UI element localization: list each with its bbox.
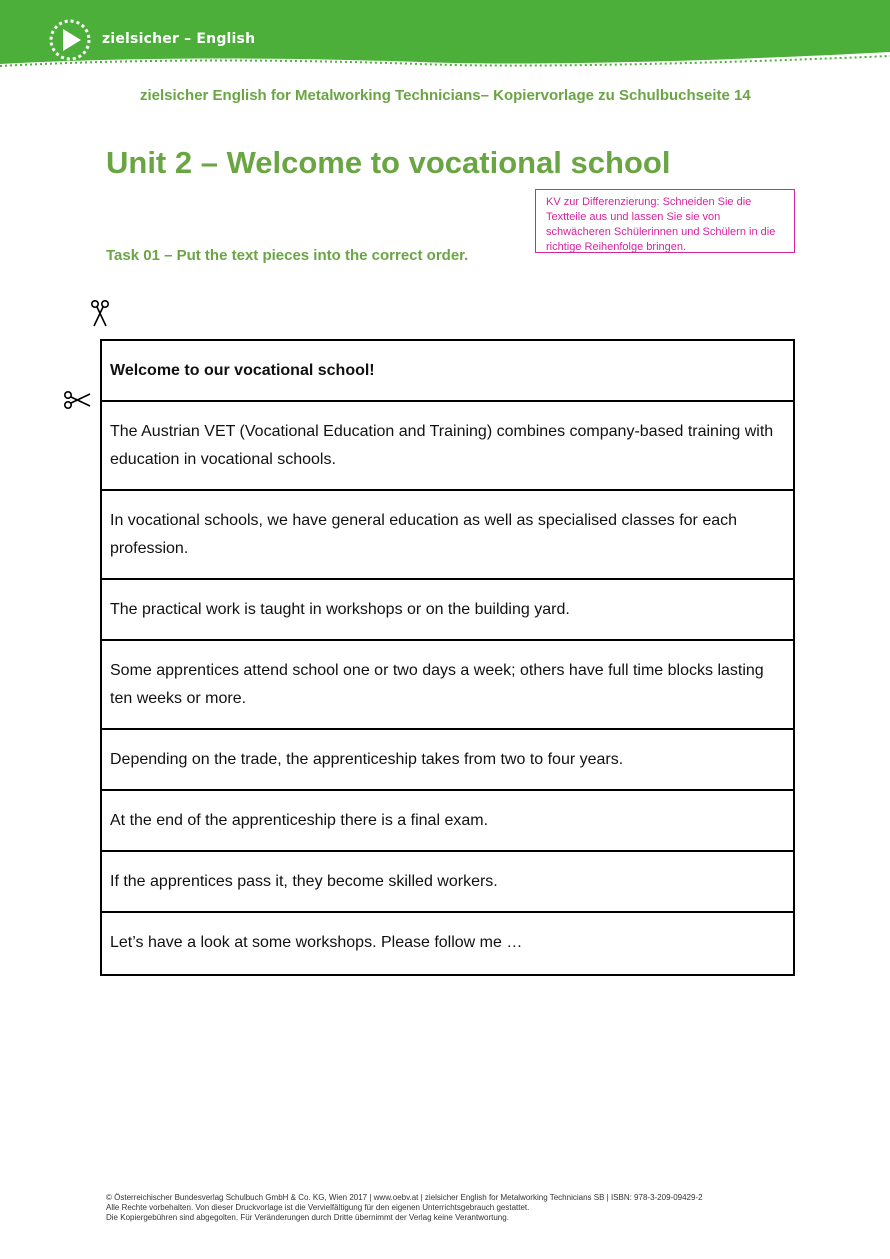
text-strip: Welcome to our vocational school! xyxy=(102,341,793,402)
text-strip: In vocational schools, we have general education as well as specialised classes for each profession. xyxy=(102,491,793,580)
page-subtitle: zielsicher English for Metalworking Technicians– Kopiervorlage zu Schulbuchseite 14 xyxy=(140,87,751,104)
text-strip: Some apprentices attend school one or two days a week; others have full time blocks lasting ten weeks or more. xyxy=(102,641,793,730)
text-strip: The Austrian VET (Vocational Education and Training) combines company-based training with education in vocational schools. xyxy=(102,402,793,491)
scissors-icon xyxy=(90,299,110,327)
scissors-icon xyxy=(63,390,91,410)
text-strip: Depending on the trade, the apprenticeship takes from two to four years. xyxy=(102,730,793,791)
page-title: Unit 2 – Welcome to vocational school xyxy=(106,145,671,180)
text-strip: At the end of the apprenticeship there is a final exam. xyxy=(102,791,793,852)
text-strip: If the apprentices pass it, they become skilled workers. xyxy=(102,852,793,913)
footer-line: Alle Rechte vorbehalten. Von dieser Druckvorlage ist die Vervielfältigung für den eigenen Unterrichtsgebrauch gestattet. xyxy=(106,1203,530,1212)
copyright-footer xyxy=(106,1193,826,1223)
footer-line: Die Kopiergebühren sind abgegolten. Für Veränderungen durch Dritte übernimmt der Verlag keine Verantwortung. xyxy=(106,1213,509,1222)
text-strip: Let’s have a look at some workshops. Please follow me … xyxy=(110,934,523,951)
text-strip: The practical work is taught in workshops or on the building yard. xyxy=(102,580,793,641)
task-instruction: Task 01 – Put the text pieces into the correct order. xyxy=(106,247,469,264)
footer-line: © Österreichischer Bundesverlag Schulbuch GmbH & Co. KG, Wien 2017 | www.oebv.at | zielsicher English for Metalworking Technicians SB | ISBN: 978-3-209-09429-2 xyxy=(106,1193,703,1202)
brand-name: zielsicher – English xyxy=(102,31,256,47)
text-strips-table xyxy=(100,339,795,976)
teacher-note: KV zur Differenzierung: Schneiden Sie die Textteile aus und lassen Sie sie von schwächeren Schülerinnen und Schülern in die richtige Reihenfolge bringen. xyxy=(535,189,795,253)
